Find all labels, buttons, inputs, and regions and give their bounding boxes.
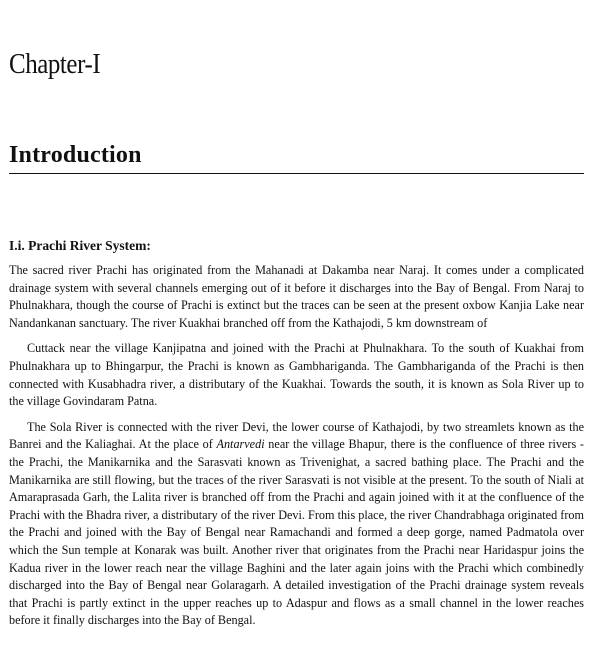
paragraph-3	[9, 419, 584, 630]
paragraph-2: Cuttack near the village Kanjipatna and joined with the Prachi at Phulnakhara. To the south of Kuakhai from Phulnakhara up to Bhingarpur, the Prachi is known as Gambhariganda. The Gambhariganda of the Prachi is then connected with Kusabhadra river, a distributary of the Kuakhai. Towards the south, it is known as Sola River up to the village Govindaram Patna.	[9, 341, 584, 409]
paragraph-1: The sacred river Prachi has originated from the Mahanadi at Dakamba near Naraj. It comes under a complicated drainage system with several channels emerging out of it before it discharges into the Bay of Bengal. From Naraj to Phulnakhara, though the course of Prachi is extinct but the traces can be seen at the present oxbow Kanjia Lake near Nandankanan sanctuary. The river Kuakhai branched off from the Kathajodi, 5 km downstream of	[9, 263, 584, 330]
chapter-label: Chapter-I	[9, 48, 101, 80]
paragraph-3-italic-term: Antarvedi	[216, 437, 265, 452]
title-divider	[9, 173, 584, 174]
chapter-title: Introduction	[9, 142, 142, 168]
body-text	[9, 262, 584, 630]
paragraph-3-part-2: near the village Bhapur, there is the confluence of three rivers - the Prachi, the Manikarnika and the Sarasvati known as Trivenighat, a sacred bathing place. The Prachi and the Manikarnika are still flowing, but the traces of the river Sarasvati is not visible at the present. To the south of Niali at Amaraprasada Garh, the Lalita river is branched off from the Prachi and again joined with it at the confluence of the Prachi with the Bhadra river, a distributary of the river Devi. From this place, the river Chandrabhaga originated from the Prachi and joined with the Bay of Bengal near Ramachandi and formed a deep gorge, named Padmatola over which the Sun temple at Konarak was built. Another river that originates from the Prachi near Haridaspur joins the Kadua river in the lower reach near the village Baghini and the later again joins with the Prachi which combinedly discharged into the Bay of Bengal near Golaragarh. A detailed investigation of the Prachi drainage system reveals that Prachi is partly extinct in the upper reaches up to Adaspur and flows as a small channel in the lower reaches before it finally discharges into the Bay of Bengal.	[9, 437, 584, 628]
paragraph-3-part-1: The Sola River is connected with the river Devi, the lower course of Kathajodi, by two streamlets known as the Banrei and the Kaliaghai. At the place of	[9, 419, 584, 452]
section-heading: I.i. Prachi River System:	[9, 238, 151, 253]
